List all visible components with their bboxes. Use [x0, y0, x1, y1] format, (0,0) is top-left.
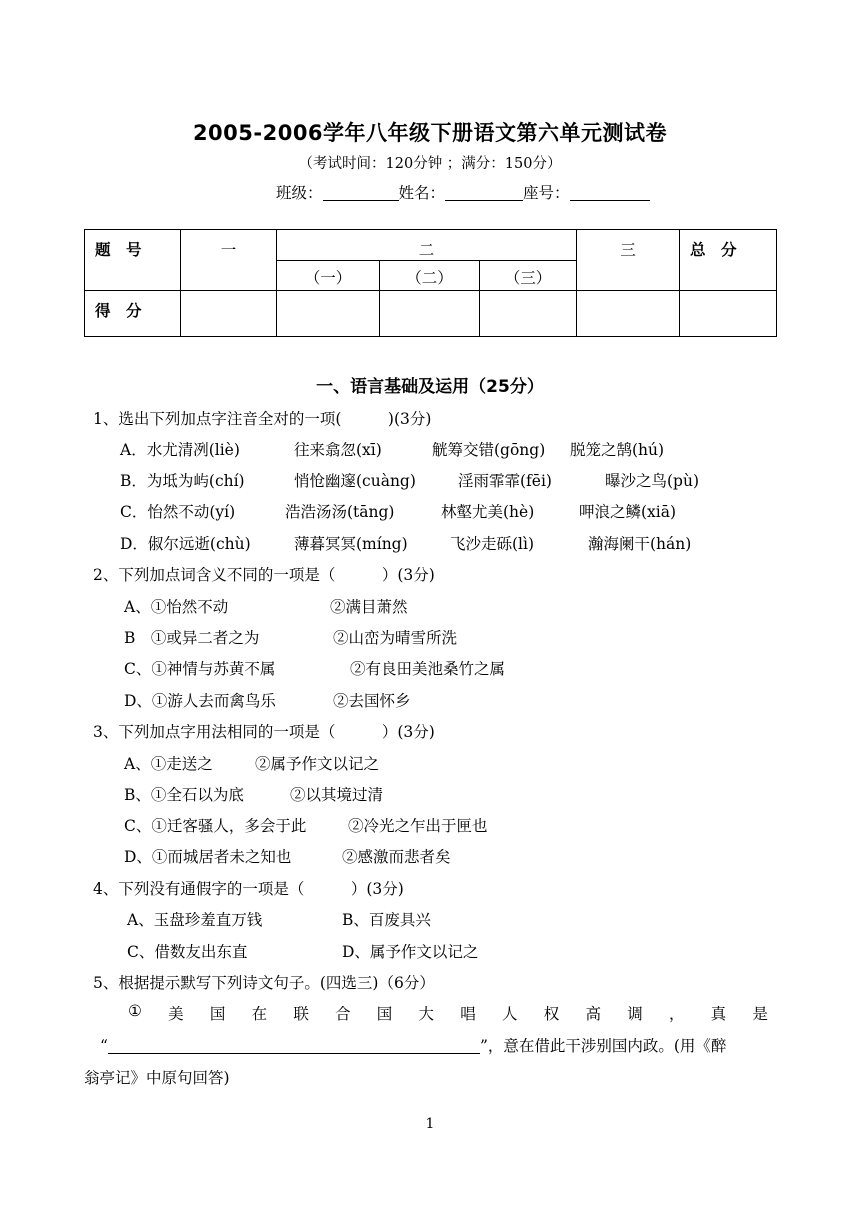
q3-option-c-1: C、①迁客骚人，多会于此 — [124, 817, 307, 835]
exam-subtitle: （考试时间：120分钟 ；满分：150分） — [298, 156, 562, 172]
name-label: 姓名： — [398, 184, 446, 202]
q3-option-c-2: ②冷光之乍出于匣也 — [348, 817, 488, 835]
q1-option-b-3: 淫雨霏霏(fēi) — [458, 472, 552, 490]
q1-option-d-2: 薄暮冥冥(míng) — [294, 535, 408, 553]
q5-char: 国 — [376, 1005, 393, 1023]
q2-option-a-1: A、①怡然不动 — [124, 598, 229, 616]
q3-option-b-2: ②以其境过清 — [290, 786, 384, 804]
q1-option-a-3: 觥筹交错(gōng) — [432, 441, 546, 459]
q1-option-d-1: D．俶尔远逝(chù) — [120, 535, 251, 553]
score-row-label: 得 分 — [85, 291, 181, 337]
q3-option-a-2: ②属予作文以记之 — [255, 755, 380, 773]
header-cell-part-1: 一 — [181, 230, 277, 291]
q1-option-c-1: C．怡然不动(yí) — [120, 503, 236, 521]
question-5-stem: 5、根据提示默写下列诗文句子。(四选三)（6分） — [93, 974, 435, 992]
header-cell-2-2: （二） — [380, 261, 480, 291]
q5-line-1 — [128, 1002, 768, 1024]
q3-option-b-1: B、①全石以为底 — [124, 786, 244, 804]
q5-char: 高 — [585, 1005, 601, 1023]
q5-char: 国 — [209, 1005, 226, 1023]
q2-option-c-1: C、①神情与苏黄不属 — [124, 660, 276, 678]
header-cell-question-number: 题 号 — [85, 230, 181, 291]
q1-option-a-1: A．水尤清冽(liè) — [120, 441, 240, 459]
q2-option-c-2: ②有良田美池桑竹之属 — [350, 660, 506, 678]
score-cell-part-1[interactable] — [181, 291, 277, 337]
q5-char: 合 — [335, 1005, 351, 1023]
q5-char: 权 — [543, 1005, 560, 1023]
q4-option-b: B、百废具兴 — [342, 911, 431, 929]
q5-char: 人 — [502, 1005, 518, 1023]
seat-label: 座号： — [523, 184, 570, 202]
name-blank[interactable] — [445, 184, 523, 201]
q5-char: ① — [128, 1002, 142, 1020]
q5-char: 联 — [293, 1005, 309, 1023]
q1-option-c-3: 林壑尤美(hè) — [441, 503, 535, 521]
exam-title: 2005-2006学年八年级下册语文第六单元测试卷 — [192, 121, 668, 145]
q1-option-b-1: B．为坻为屿(chí) — [120, 472, 245, 490]
q5-char: 大 — [418, 1005, 435, 1023]
question-1-stem: 1、选出下列加点字注音全对的一项( )(3分) — [93, 410, 432, 428]
question-2-stem: 2、下列加点词含义不同的一项是（ ）(3分) — [93, 566, 435, 584]
q4-option-c: C、借数友出东直 — [127, 943, 248, 961]
score-cell-2-2[interactable] — [380, 291, 480, 337]
header-cell-total: 总 分 — [680, 230, 777, 291]
score-cell-total[interactable] — [680, 291, 777, 337]
question-3-stem: 3、下列加点字用法相同的一项是（ ）(3分) — [93, 723, 435, 741]
page-number: 1 — [425, 1116, 435, 1132]
header-cell-2-1: （一） — [277, 261, 380, 291]
q1-option-b-2: 悄怆幽邃(cuàng) — [294, 472, 416, 490]
q5-char: ， — [668, 1005, 685, 1023]
score-cell-2-1[interactable] — [277, 291, 380, 337]
q5-char: 唱 — [460, 1005, 476, 1023]
q1-option-d-3: 飞沙走砾(lì) — [450, 535, 535, 553]
class-label: 班级： — [276, 184, 323, 202]
q3-option-d-1: D、①而城居者未之知也 — [124, 848, 292, 866]
q5-line-2-tail: ”，意在借此干涉别国内政。(用《醉 — [479, 1037, 727, 1055]
q2-option-d-2: ②去国怀乡 — [333, 692, 411, 710]
section-title: 一、语言基础及运用（25分） — [316, 377, 544, 397]
class-blank[interactable] — [323, 184, 399, 201]
q5-char: 真 — [710, 1005, 727, 1023]
q2-option-b-2: ②山峦为晴雪所洗 — [333, 629, 458, 647]
q4-option-d: D、属予作文以记之 — [342, 943, 479, 961]
student-info-line — [276, 181, 650, 203]
q1-option-a-4: 脱笼之鹄(hú) — [570, 441, 665, 459]
q1-option-c-4: 呷浪之鳞(xiā) — [579, 503, 677, 521]
q5-line-2 — [100, 1034, 726, 1056]
q2-option-b-1: B ①或异二者之为 — [124, 629, 260, 647]
score-cell-part-3[interactable] — [577, 291, 680, 337]
q2-option-a-2: ②满目萧然 — [330, 598, 408, 616]
q4-option-a: A、玉盘珍羞直万钱 — [127, 911, 263, 929]
q2-option-d-1: D、①游人去而禽鸟乐 — [124, 692, 276, 710]
q5-char: 美 — [168, 1005, 184, 1023]
q1-option-d-4: 瀚海阑干(hán) — [588, 535, 692, 553]
q5-char: 是 — [752, 1005, 768, 1023]
header-cell-part-2: 二 — [277, 230, 577, 261]
score-table — [84, 229, 777, 337]
q5-line-3: 翁亭记》中原句回答) — [84, 1069, 230, 1087]
q1-option-a-2: 往来翕忽(xī) — [294, 441, 382, 459]
q1-option-c-2: 浩浩汤汤(tāng) — [285, 503, 395, 521]
q5-char: 在 — [251, 1005, 268, 1023]
q3-option-a-1: A、①走送之 — [124, 755, 213, 773]
header-cell-2-3: （三） — [480, 261, 577, 291]
q5-char: 调 — [627, 1005, 643, 1023]
question-4-stem: 4、下列没有通假字的一项是（ ）(3分) — [93, 880, 404, 898]
q1-option-b-4: 曝沙之鸟(pù) — [605, 472, 699, 490]
q5-open-quote: “ — [100, 1037, 108, 1055]
q5-answer-blank[interactable] — [108, 1037, 480, 1054]
header-cell-part-3: 三 — [577, 230, 680, 291]
seat-blank[interactable] — [570, 184, 650, 201]
q3-option-d-2: ②感激而悲者矣 — [342, 848, 451, 866]
score-cell-2-3[interactable] — [480, 291, 577, 337]
